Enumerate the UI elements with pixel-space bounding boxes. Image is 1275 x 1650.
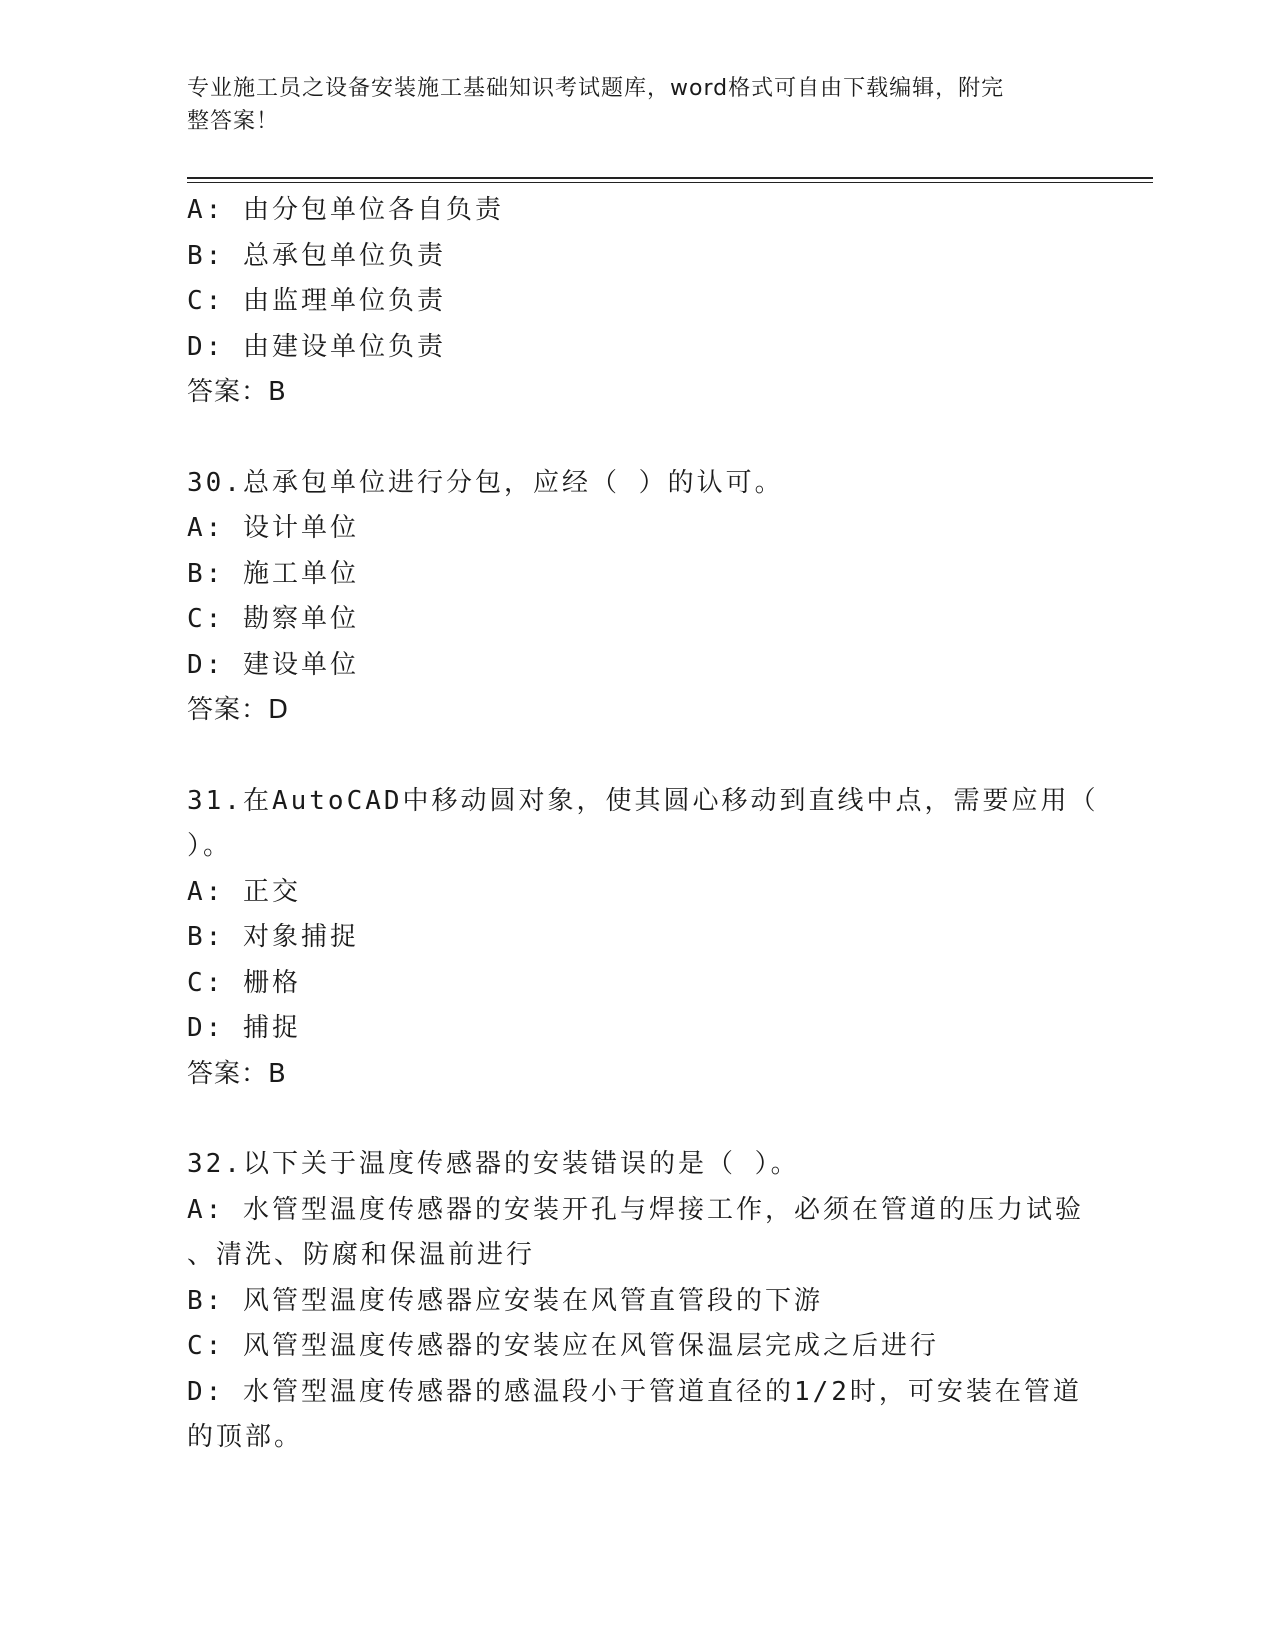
- answer: 答案：B: [187, 377, 287, 407]
- option-b: B: 对象捕捉: [187, 922, 359, 952]
- question-stem: 32.以下关于温度传感器的安装错误的是（ ）。: [187, 1149, 800, 1179]
- header-line-2: 整答案！: [187, 109, 280, 134]
- option-d: D: 捕捉: [187, 1013, 301, 1043]
- spacer: [187, 416, 1087, 461]
- question-29: [187, 188, 1087, 416]
- option-d-line-1: D: 水管型温度传感器的感温段小于管道直径的1/2时，可安装在管道: [187, 1376, 1082, 1407]
- option-a-line-2: 、清洗、防腐和保温前进行: [187, 1240, 536, 1270]
- option-a: A: 由分包单位各自负责: [187, 195, 504, 225]
- option-d-line-2: 的顶部。: [187, 1422, 304, 1452]
- header-line-1: 专业施工员之设备安装施工基础知识考试题库，word格式可自由下载编辑，附完: [187, 76, 1005, 101]
- header-divider-thick: [187, 177, 1153, 179]
- header-divider-thin: [187, 182, 1153, 183]
- question-stem: 30.总承包单位进行分包，应经（ ）的认可。: [187, 467, 784, 498]
- option-a: A: 正交: [187, 876, 301, 907]
- option-d: D: 建设单位: [187, 649, 359, 680]
- spacer: [187, 734, 1087, 779]
- option-d: D: 由建设单位负责: [187, 331, 446, 362]
- question-stem-line-1: 31.在AutoCAD中移动圆对象，使其圆心移动到直线中点，需要应用（: [187, 785, 1099, 816]
- option-c: C: 勘察单位: [187, 604, 359, 634]
- spacer: [187, 1097, 1087, 1142]
- question-32: [187, 1142, 1087, 1461]
- question-30: [187, 461, 1087, 734]
- option-c: C: 风管型温度传感器的安装应在风管保温层完成之后进行: [187, 1331, 939, 1361]
- answer: 答案：B: [187, 1058, 287, 1089]
- option-a-line-1: A: 水管型温度传感器的安装开孔与焊接工作，必须在管道的压力试验: [187, 1194, 1084, 1225]
- page-header: [187, 72, 1067, 138]
- option-c: C: 栅格: [187, 967, 301, 998]
- question-31: [187, 779, 1099, 1098]
- option-b: B: 风管型温度传感器应安装在风管直管段的下游: [187, 1285, 823, 1316]
- option-a: A: 设计单位: [187, 513, 359, 543]
- question-stem-line-2: ）。: [187, 831, 233, 861]
- question-list: [187, 188, 1099, 1461]
- option-b: B: 施工单位: [187, 558, 359, 589]
- option-b: B: 总承包单位负责: [187, 240, 446, 271]
- answer: 答案：D: [187, 695, 290, 725]
- option-c: C: 由监理单位负责: [187, 286, 446, 316]
